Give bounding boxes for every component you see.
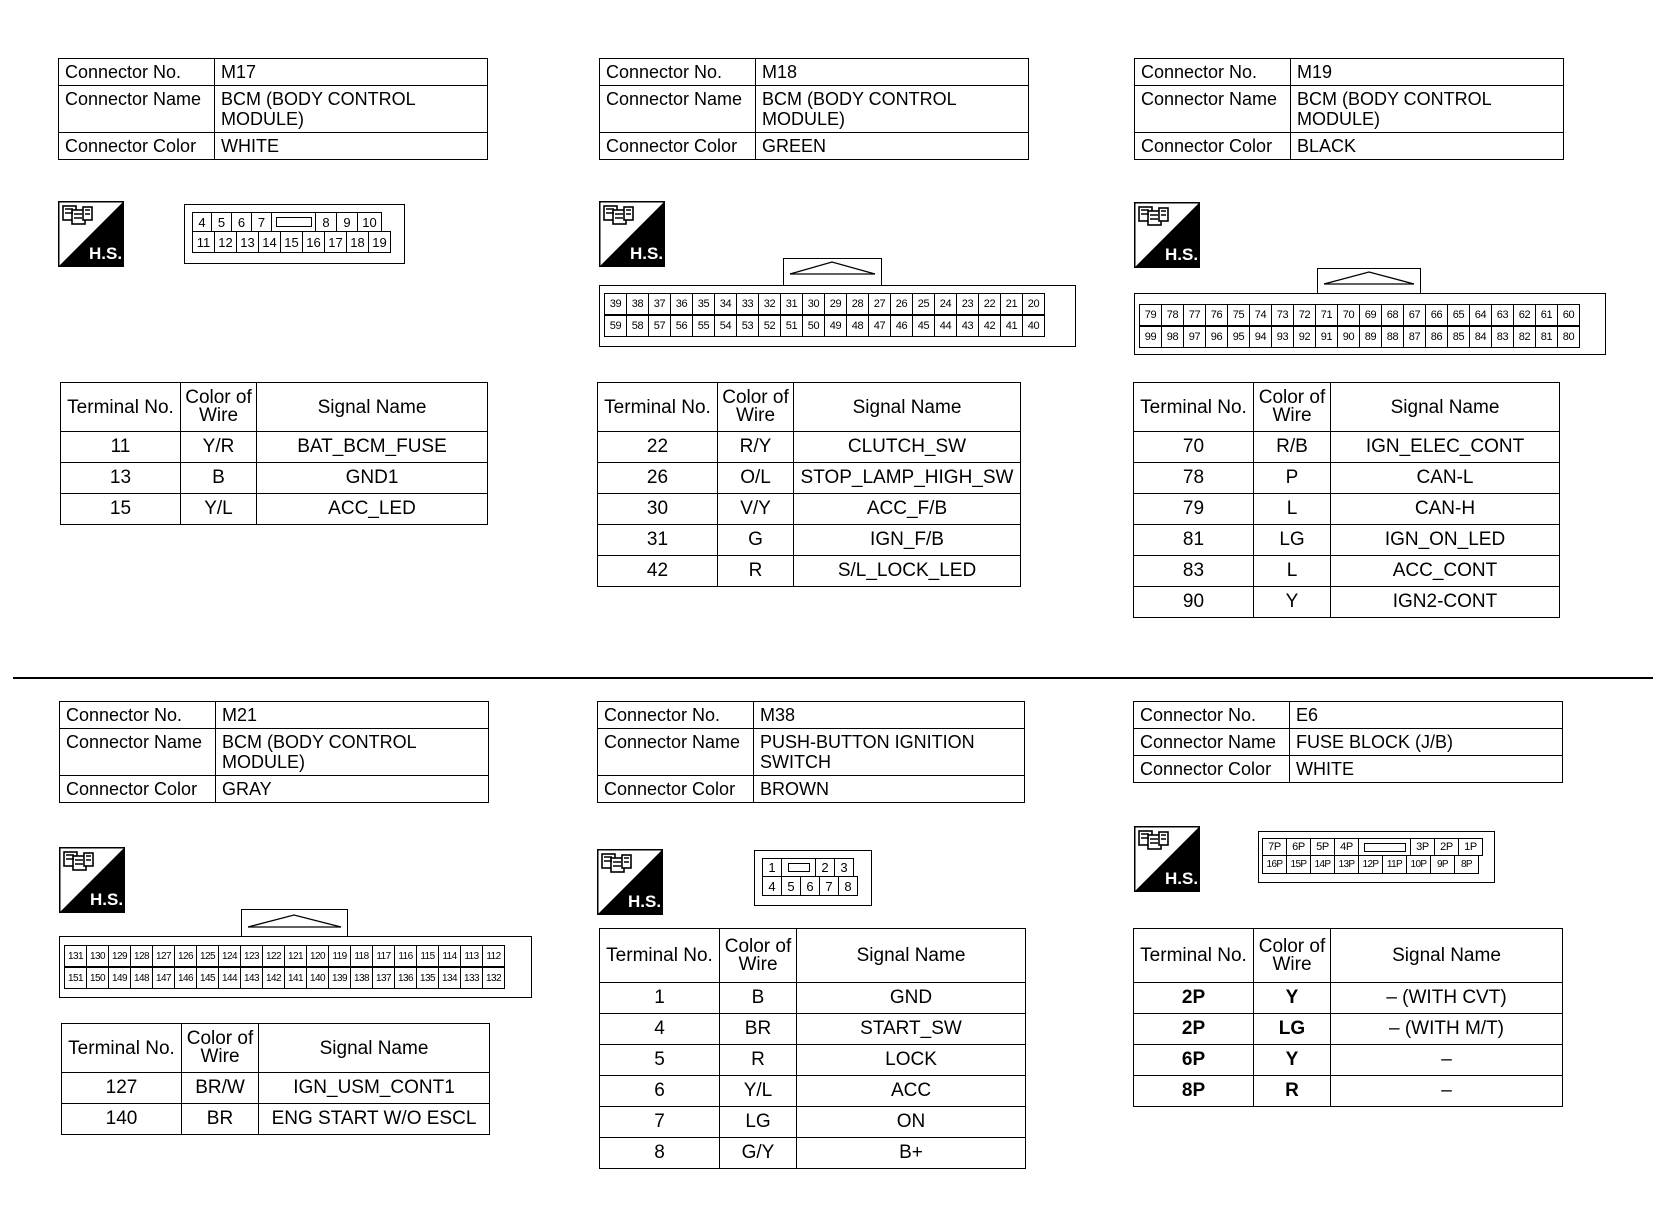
pin: 45 [912,315,935,337]
pin: 81 [1535,326,1558,348]
pin: 46 [890,315,913,337]
harness-side-icon [1134,826,1200,892]
connector-color-value: BLACK [1291,133,1564,160]
pin: 115 [416,945,439,967]
terminal-table-m21 [61,1023,490,1135]
connector-info-e6 [1133,701,1563,783]
pin: 143 [240,967,263,989]
pin: 117 [372,945,395,967]
pin: 142 [262,967,285,989]
pin: 80 [1557,326,1580,348]
connector-name-label: Connector Name [600,86,756,133]
connector-color-label: Connector Color [1134,756,1290,783]
pin: 124 [218,945,241,967]
connector-color-value: WHITE [1290,756,1563,783]
connector-name-value: FUSE BLOCK (J/B) [1290,729,1563,756]
pin: 130 [86,945,109,967]
pin: 9 [336,212,358,232]
signal-name-header: Signal Name [1331,929,1563,983]
connector-no-value: M18 [756,59,1029,86]
pin: 125 [196,945,219,967]
connector-no-value: M38 [754,702,1025,729]
pin: 126 [174,945,197,967]
connector-name-label: Connector Name [60,729,216,776]
connector-no-label: Connector No. [600,59,756,86]
pin: 7 [251,212,272,232]
connector-name-value: PUSH-BUTTON IGNITION SWITCH [754,729,1025,776]
connector-no-label: Connector No. [598,702,754,729]
color-of-wire-header: Color of Wire [718,383,794,432]
table-row: 140 BR ENG START W/O ESCL [62,1104,490,1135]
terminal-table-m18 [597,382,1021,587]
table-row: 90 Y IGN2-CONT [1134,587,1560,618]
table-row: 83 L ACC_CONT [1134,556,1560,587]
pin: 34 [714,293,737,315]
table-row: 42 R S/L_LOCK_LED [598,556,1021,587]
connector-face-e6 [1258,831,1495,883]
connector-no-label: Connector No. [60,702,216,729]
connector-name-label: Connector Name [598,729,754,776]
pin: 6 [800,876,820,896]
pin: 1P [1458,838,1483,856]
pin: 27 [868,293,891,315]
pin: 57 [648,315,671,337]
pin: 68 [1381,304,1404,326]
table-row: 6P Y – [1134,1045,1563,1076]
pin: 119 [328,945,351,967]
pin: 95 [1227,326,1250,348]
pin: 56 [670,315,693,337]
pin: 28 [846,293,869,315]
pin: 42 [978,315,1001,337]
pin: 135 [416,967,439,989]
table-row: 4 BR START_SW [600,1014,1026,1045]
pin: 93 [1271,326,1294,348]
pin: 11P [1382,855,1407,874]
pin: 122 [262,945,285,967]
connector-name-label: Connector Name [1135,86,1291,133]
pin: 9P [1430,855,1455,874]
pin: 23 [956,293,979,315]
pin: 5 [781,876,801,896]
pin: 132 [482,967,505,989]
pin: 70 [1337,304,1360,326]
pin: 78 [1161,304,1184,326]
connector-key-tab [783,258,882,287]
pin: 94 [1249,326,1272,348]
signal-name-header: Signal Name [1331,383,1560,432]
connector-key-tab [241,909,348,938]
pin: 3P [1410,838,1435,856]
pin-row-top [65,945,505,967]
table-row: 11 Y/R BAT_BCM_FUSE [61,432,488,463]
table-row: 26 O/L STOP_LAMP_HIGH_SW [598,463,1021,494]
locking-slot [1364,843,1406,852]
section-divider [13,677,1653,679]
harness-side-icon [1134,202,1200,268]
pin: 59 [604,315,627,337]
pin: 147 [152,967,175,989]
pin: 74 [1249,304,1272,326]
pin: 84 [1469,326,1492,348]
connector-face-m19 [1134,293,1606,355]
pin: 89 [1359,326,1382,348]
pin: 10P [1406,855,1431,874]
pin: 8 [838,876,858,896]
pin: 12 [214,231,237,253]
connector-name-value: BCM (BODY CONTROL MODULE) [756,86,1029,133]
pin: 82 [1513,326,1536,348]
locking-slot [276,217,312,227]
pin: 118 [350,945,373,967]
pin: 3 [834,858,854,877]
pin: 8 [315,212,337,232]
pin: 4P [1334,838,1359,856]
pin: 31 [780,293,803,315]
pin: 13 [236,231,259,253]
pin: 71 [1315,304,1338,326]
pin: 96 [1205,326,1228,348]
pin: 149 [108,967,131,989]
pin: 99 [1139,326,1162,348]
connector-no-label: Connector No. [59,59,215,86]
connector-face-m18 [599,285,1076,347]
pin: 76 [1205,304,1228,326]
connector-color-value: GREEN [756,133,1029,160]
signal-name-header: Signal Name [797,929,1026,983]
table-row: 81 LG IGN_ON_LED [1134,525,1560,556]
pin: 150 [86,967,109,989]
pin: 4 [762,876,782,896]
pin: 35 [692,293,715,315]
pin: 65 [1447,304,1470,326]
connector-name-value: BCM (BODY CONTROL MODULE) [1291,86,1564,133]
pin: 32 [758,293,781,315]
pin-row-bottom [1140,326,1580,348]
pin: 146 [174,967,197,989]
pin: 72 [1293,304,1316,326]
pin: 131 [64,945,87,967]
pin: 120 [306,945,329,967]
connector-color-value: BROWN [754,776,1025,803]
color-of-wire-header: Color of Wire [1254,929,1331,983]
pin: 16 [302,231,325,253]
pin: 63 [1491,304,1514,326]
pin: 52 [758,315,781,337]
table-row: 7 LG ON [600,1107,1026,1138]
pin: 22 [978,293,1001,315]
pin: 90 [1337,326,1360,348]
pin: 151 [64,967,87,989]
pin: 148 [130,967,153,989]
terminal-no-header: Terminal No. [61,383,181,432]
pin: 116 [394,945,417,967]
pin: 4 [192,212,212,232]
pin: 60 [1557,304,1580,326]
pin: 14P [1310,855,1335,874]
connector-name-label: Connector Name [59,86,215,133]
pin: 87 [1403,326,1426,348]
pin: 113 [460,945,483,967]
terminal-no-header: Terminal No. [62,1024,182,1073]
connector-no-value: M17 [215,59,488,86]
table-row: 22 R/Y CLUTCH_SW [598,432,1021,463]
harness-side-icon [59,847,125,913]
harness-side-icon [599,201,665,267]
color-of-wire-header: Color of Wire [181,383,257,432]
pin: 15P [1286,855,1311,874]
table-row: 13 B GND1 [61,463,488,494]
pin: 38 [626,293,649,315]
pin: 16P [1262,855,1287,874]
pin: 49 [824,315,847,337]
color-of-wire-header: Color of Wire [720,929,797,983]
pin: 54 [714,315,737,337]
pin: 112 [482,945,505,967]
connector-info-m38 [597,701,1025,803]
pin: 30 [802,293,825,315]
pin: 127 [152,945,175,967]
pin: 79 [1139,304,1162,326]
pin-row-top [1140,304,1580,326]
pin: 66 [1425,304,1448,326]
pin: 97 [1183,326,1206,348]
pin: 8P [1454,855,1479,874]
connector-info-m18 [599,58,1029,160]
pin: 36 [670,293,693,315]
pin: 37 [648,293,671,315]
pin: 83 [1491,326,1514,348]
pin: 145 [196,967,219,989]
table-row: 70 R/B IGN_ELEC_CONT [1134,432,1560,463]
pin: 15 [280,231,303,253]
pin: 134 [438,967,461,989]
pin: 24 [934,293,957,315]
svg-text:H.S.: H.S. [89,244,123,263]
pin: 73 [1271,304,1294,326]
pin: 2 [815,858,835,877]
terminal-table-m19 [1133,382,1560,618]
harness-side-icon [597,849,663,915]
table-row: 5 R LOCK [600,1045,1026,1076]
signal-name-header: Signal Name [257,383,488,432]
pin: 61 [1535,304,1558,326]
pin: 40 [1022,315,1045,337]
pin: 29 [824,293,847,315]
pin: 92 [1293,326,1316,348]
pin: 91 [1315,326,1338,348]
pin: 123 [240,945,263,967]
pin: 136 [394,967,417,989]
table-row: 31 G IGN_F/B [598,525,1021,556]
table-row: 78 P CAN-L [1134,463,1560,494]
pin: 128 [130,945,153,967]
harness-side-icon [58,201,124,267]
signal-name-header: Signal Name [259,1024,490,1073]
terminal-no-header: Terminal No. [598,383,718,432]
pin: 55 [692,315,715,337]
pin: 13P [1334,855,1359,874]
terminal-no-header: Terminal No. [1134,929,1254,983]
connector-no-label: Connector No. [1134,702,1290,729]
table-row: 6 Y/L ACC [600,1076,1026,1107]
connector-color-value: WHITE [215,133,488,160]
pin: 48 [846,315,869,337]
pin: 39 [604,293,627,315]
terminal-table-m38 [599,928,1026,1169]
connector-no-label: Connector No. [1135,59,1291,86]
pin: 2P [1434,838,1459,856]
svg-text:H.S.: H.S. [628,892,662,911]
connector-face-m21 [59,936,532,998]
pin: 58 [626,315,649,337]
connector-name-value: BCM (BODY CONTROL MODULE) [216,729,489,776]
svg-text:H.S.: H.S. [630,244,664,263]
terminal-table-e6 [1133,928,1563,1107]
pin: 53 [736,315,759,337]
pin: 7 [819,876,839,896]
pin: 64 [1469,304,1492,326]
pin: 88 [1381,326,1404,348]
pin-row-top [605,293,1045,315]
pin: 14 [258,231,281,253]
table-row: 30 V/Y ACC_F/B [598,494,1021,525]
connector-no-value: E6 [1290,702,1563,729]
connector-color-label: Connector Color [600,133,756,160]
table-row: 8P R – [1134,1076,1563,1107]
table-row: 1 B GND [600,983,1026,1014]
pin: 67 [1403,304,1426,326]
connector-color-value: GRAY [216,776,489,803]
pin: 139 [328,967,351,989]
pin: 18 [346,231,369,253]
pin: 43 [956,315,979,337]
pin: 114 [438,945,461,967]
pin: 26 [890,293,913,315]
pin: 25 [912,293,935,315]
pin: 98 [1161,326,1184,348]
connector-name-value: BCM (BODY CONTROL MODULE) [215,86,488,133]
pin: 51 [780,315,803,337]
connector-color-label: Connector Color [59,133,215,160]
terminal-no-header: Terminal No. [600,929,720,983]
terminal-no-header: Terminal No. [1134,383,1254,432]
connector-no-value: M21 [216,702,489,729]
pin: 86 [1425,326,1448,348]
pin: 121 [284,945,307,967]
pin: 50 [802,315,825,337]
svg-text:H.S.: H.S. [1165,245,1199,264]
pin: 12P [1358,855,1383,874]
pin: 33 [736,293,759,315]
table-row: 2P LG – (WITH M/T) [1134,1014,1563,1045]
pin: 133 [460,967,483,989]
pin: 6P [1286,838,1311,856]
pin: 20 [1022,293,1045,315]
connector-face-m38 [754,850,872,906]
table-row: 2P Y – (WITH CVT) [1134,983,1563,1014]
pin: 21 [1000,293,1023,315]
table-row: 79 L CAN-H [1134,494,1560,525]
pin: 11 [192,231,215,253]
connector-info-m17 [58,58,488,160]
pin: 7P [1262,838,1287,856]
pin: 140 [306,967,329,989]
terminal-table-m17 [60,382,488,525]
pin: 17 [324,231,347,253]
pin: 19 [368,231,391,253]
connector-face-m17 [184,204,405,264]
connector-no-value: M19 [1291,59,1564,86]
svg-text:H.S.: H.S. [1165,869,1199,888]
pin: 77 [1183,304,1206,326]
pin: 10 [357,212,382,232]
locking-slot [788,863,810,872]
color-of-wire-header: Color of Wire [182,1024,259,1073]
pin: 1 [762,858,782,877]
pin: 5P [1310,838,1335,856]
pin: 144 [218,967,241,989]
connector-info-m21 [59,701,489,803]
table-row: 15 Y/L ACC_LED [61,494,488,525]
pin: 6 [231,212,252,232]
svg-text:H.S.: H.S. [90,890,124,909]
pin: 138 [350,967,373,989]
pin: 41 [1000,315,1023,337]
pin-row-bottom [605,315,1045,337]
connector-color-label: Connector Color [598,776,754,803]
signal-name-header: Signal Name [794,383,1021,432]
pin: 85 [1447,326,1470,348]
connector-key-tab [1317,268,1421,295]
pin: 141 [284,967,307,989]
pin: 129 [108,945,131,967]
pin: 75 [1227,304,1250,326]
connector-name-label: Connector Name [1134,729,1290,756]
connector-info-m19 [1134,58,1564,160]
pin: 137 [372,967,395,989]
table-row: 8 G/Y B+ [600,1138,1026,1169]
color-of-wire-header: Color of Wire [1254,383,1331,432]
pin: 69 [1359,304,1382,326]
table-row: 127 BR/W IGN_USM_CONT1 [62,1073,490,1104]
pin: 44 [934,315,957,337]
pin: 62 [1513,304,1536,326]
pin: 47 [868,315,891,337]
connector-color-label: Connector Color [1135,133,1291,160]
connector-color-label: Connector Color [60,776,216,803]
pin: 5 [211,212,232,232]
pin-row-bottom [65,967,505,989]
